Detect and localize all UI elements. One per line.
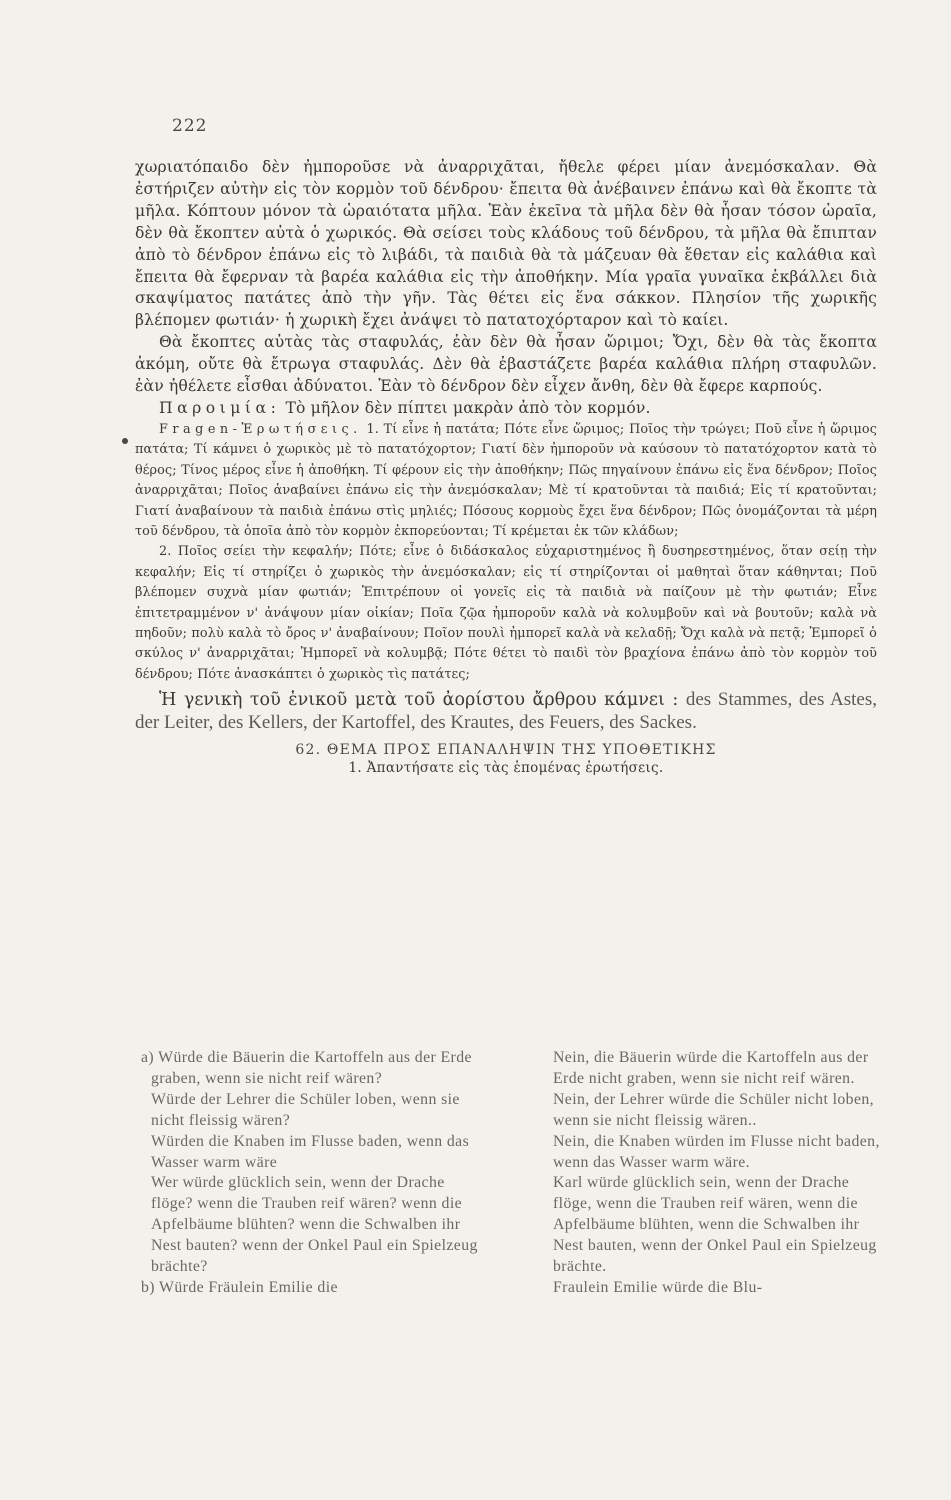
question-item: b) Würde Fräulein Emilie die (141, 1278, 338, 1296)
question-item: Wer würde glücklich sein, wenn der Drache flöge? wenn die Trauben reif wären? wenn die Apfelbäume blühten? wenn die Schwalben ihr Nest bauten? wenn der Onkel Paul ein Spielzeug brächte? (151, 1174, 478, 1276)
question-set-1: 1. Τί εἶνε ἡ πατάτα; Πότε εἶνε ὥριμος; Ποῖος τὴν τρώγει; Ποῦ εἶνε ἡ ὥριμος πατάτα; Τί κάμνει ὁ χωρικὸς μὲ τὸ πατατόχορτον; Γιατί δὲν ἠμποροῦν νὰ καύσουν τὸ πατατόχορτον κατὰ τὸ θέρος; Τίνος μέρος εἶνε ἡ ἀποθήκη. Τί φέρουν εἰς τὴν ἀποθήκην; Πῶς πηγαίνουν ἐπάνω εἰς ἕνα δένδρον; Ποῖος ἀναρριχᾶται; Ποῖος ἀναβαίνει ἐπάνω εἰς τὴν ἀνεμόσκαλαν; Μὲ τί κρατοῦνται τὰ παιδιά; Εἰς τί κρατοῦνται; Γιατί ἀναβαίνουν τὰ παιδιὰ ἐπάνω στὶς μηλιές; Πόσους κορμοὺς ἔχει ἕνα δένδρον; Πῶς ὀνομάζονται τὰ μέρη τοῦ δένδρου, τὰ ὁποῖα ἀπὸ τὸν κορμὸν ἐκπορεύονται; Τί κρέμεται ἐκ τῶν κλάδων; (135, 421, 877, 539)
genitive-greek: Ἡ γενικὴ τοῦ ἑνικοῦ μετὰ τοῦ ἀορίστου ἄρθρου κάμνει : (159, 690, 679, 711)
answer-item: Nein, die Knaben würden im Flusse nicht baden, wenn das Wasser warm wäre. (553, 1132, 880, 1171)
questions-label: Fragen-Ἐρωτήσεις. (159, 421, 362, 437)
exercise-columns (141, 1048, 883, 1408)
answer-item: Nein, der Lehrer würde die Schüler nicht loben, wenn sie nicht fleissig wären.. (553, 1090, 875, 1129)
answer-item: Nein, die Bäuerin würde die Kartoffeln aus der Erde nicht graben, wenn sie nicht reif wären. (553, 1049, 869, 1087)
questions-column (141, 1048, 481, 1299)
proverb (135, 398, 877, 420)
question-item: a) Würde die Bäuerin die Kartoffeln aus der Erde graben, wenn sie nicht reif wären? (141, 1049, 472, 1087)
answers-column (553, 1048, 883, 1299)
paragraph-1: χωριατόπαιδο δὲν ἠμποροῦσε νὰ ἀναρριχᾶται, ἤθελε φέρει μίαν ἀνεμόσκαλαν. Θὰ ἐστήριζεν αὐτὴν εἰς τὸν κορμὸν τοῦ δένδρου· ἔπειτα θὰ ἀνέβαινεν ἐπάνω καὶ θὰ ἔκοπτε τὰ μῆλα. Κόπτουν μόνον τὰ ὡραιότατα μῆλα. Ἐὰν ἐκεῖνα τὰ μῆλα δὲν θὰ ἦσαν τόσον ὡραῖα, δὲν θὰ ἔκοπτεν αὐτὰ ὁ χωρικός. Θὰ σείσει τοὺς κλάδους τοῦ δένδρου, τὰ μῆλα θὰ ἔπιπταν ἀπὸ τὸ δένδρον ἐπάνω εἰς τὸ λιβάδι, τὰ παιδιὰ θὰ τὰ μάζευαν θὰ ἔθεταν εἰς καλάθια καὶ ἔπειτα θὰ ἔφερναν τὰ βαρέα καλάθια εἰς τὴν ἀποθήκην. Μία γραῖα γυναῖκα ἐκβάλλει διὰ σκαψίματος πατάτες ἀπὸ τὴν γῆν. Τὰς θέτει εἰς ἕνα σάκκον. Πλησίον τῆς χωρικῆς βλέπομεν φωτιάν· ἡ χωρικὴ ἔχει ἀνάψει τὸ πατατοχόρταρον καὶ τὸ καίει. (135, 158, 877, 330)
page-number: 222 (172, 116, 208, 136)
section-title: 62. ΘΕΜΑ ΠΡΟΣ ΕΠΑΝΑΛΗΨΙΝ ΤΗΣ ΥΠΟΘΕΤΙΚΗΣ (295, 742, 717, 759)
answer-item: Karl würde glücklich sein, wenn der Drache flöge, wenn die Trauben reif wären, wenn die Apfelbäume blühten, wenn die Schwalben ihr Nest bauten, wenn der Onkel Paul ein Spielzeug brächte. (553, 1174, 877, 1276)
answer-item: Fraulein Emilie würde die Blu- (553, 1278, 763, 1296)
question-item: Würden die Knaben im Flusse baden, wenn das Wasser warm wäre (151, 1132, 470, 1171)
proverb-label: Παροιμία: (159, 398, 281, 417)
paragraph-2: Θὰ ἔκοπτες αὐτὰς τὰς σταφυλάς, ἐὰν δὲν θὰ ἦσαν ὥριμοι; Ὄχι, δὲν θὰ τὰς ἔκοπτα ἀκόμη, οὔτε θὰ ἔτρωγα σταφυλάς. Δὲν θὰ ἐβαστάζετε βαρέα καλάθια πλήρη σταφυλῶν. ἐὰν ἠθέλετε εἶσθαι ἀδύνατοι. Ἐὰν τὸ δένδρον δὲν εἶχεν ἄνθη, δὲν θὰ ἔφερε καρπούς. (135, 333, 877, 396)
proverb-text: Τὸ μῆλον δὲν πίπτει μακρὰν ἀπὸ τὸν κορμόν. (285, 398, 651, 417)
section-instruction: 1. Ἀπαντήσατε εἰς τὰς ἑπομένας ἐρωτήσεις. (348, 760, 664, 777)
question-set-2: 2. Ποῖος σείει τὴν κεφαλήν; Πότε; εἶνε ὁ διδάσκαλος εὐχαριστημένος ἢ δυσηρεστημένος, ὅταν σείῃ τὴν κεφαλήν; Εἰς τί στηρίζει ὁ χωρικὸς τὴν ἀνεμόσκαλαν; εἰς τί στηρίζονται οἱ μαθηταὶ ὅταν κάθηνται; Ποῦ βλέπομεν συχνὰ μίαν φωτιάν; Ἐπιτρέπουν οἱ γονεῖς εἰς τὰ παιδιὰ νὰ παίζουν μὲ τὴν φωτιάν; Εἶνε ἐπιτετραμμένον ν' ἀνάψουν μίαν οἰκίαν; Ποῖα ζῷα ἠμποροῦν καλὰ νὰ κολυμβοῦν καὶ νὰ βουτοῦν; καλὰ νὰ πηδοῦν; πολὺ καλὰ τὸ ὄρος ν' ἀναβαίνουν; Ποῖον πουλὶ ἠμπορεῖ καλὰ νὰ κελαδῇ; Ὄχι καλὰ νὰ πετᾷ; Ἐμπορεῖ ὁ σκύλος ν' ἀναρριχᾶται; Ἠμπορεῖ νὰ κολυμβᾷ; Πότε θέτει τὸ παιδὶ τὸν βραχίονα ἐπάνω ἀπὸ τὸν κορμὸν τοῦ δένδρου; Πότε ἀνασκάπτει ὁ χωρικὸς τὶς πατάτες; (135, 544, 877, 682)
margin-dot (122, 438, 128, 444)
body-text (135, 157, 877, 776)
question-item: Würde der Lehrer die Schüler loben, wenn sie nicht fleissig wären? (151, 1090, 460, 1129)
genitive-note (135, 689, 877, 734)
questions-block (135, 420, 877, 542)
genitive-german: des Stammes, des Astes, der Leiter, des Kellers, der Kartoffel, des Krautes, des Feuers, des Sackes. (135, 689, 877, 733)
